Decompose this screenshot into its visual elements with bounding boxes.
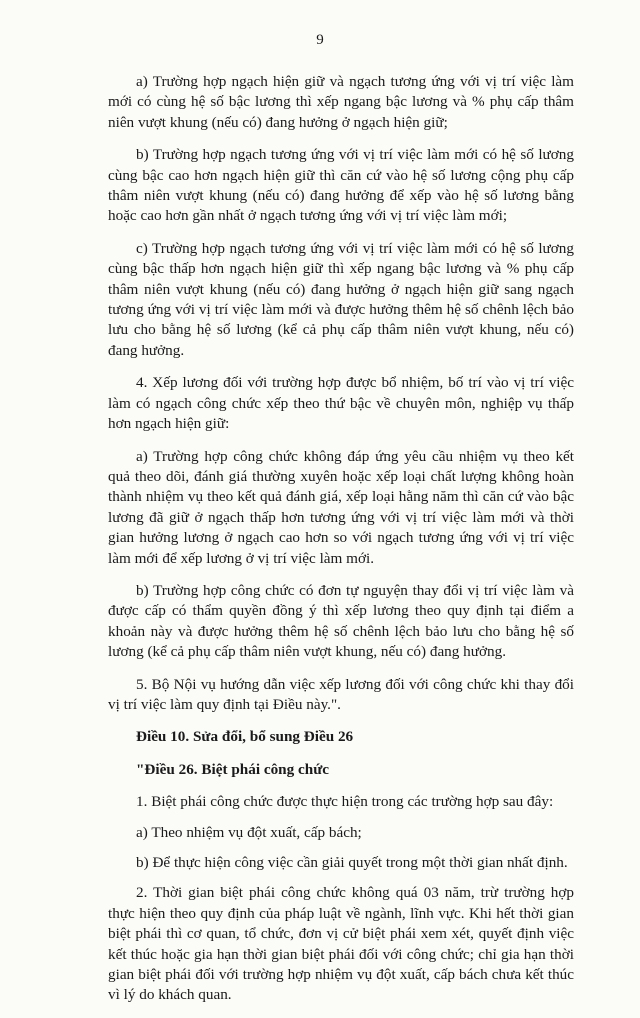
article-heading: "Điều 26. Biệt phái công chức — [136, 760, 330, 778]
paragraph: a) Theo nhiệm vụ đột xuất, cấp bách; — [136, 823, 362, 841]
paragraph: a) Trường hợp ngạch hiện giữ và ngạch tương ứng với vị trí việc làm mới có cùng hệ số bậc lương thì xếp ngang bậc lương và % phụ cấp thâm niên vượt khung (nếu có) đang hưởng ở ngạch hiện giữ; — [108, 73, 574, 131]
page-number: 9 — [316, 32, 324, 48]
paragraph: 1. Biệt phái công chức được thực hiện trong các trường hợp sau đây: — [136, 793, 554, 811]
paragraph: b) Để thực hiện công việc cần giải quyết trong một thời gian nhất định. — [136, 854, 568, 871]
paragraph: 4. Xếp lương đối với trường hợp được bổ nhiệm, bố trí vào vị trí việc làm có ngạch công chức xếp theo thứ bậc về chuyên môn, nghiệp vụ thấp hơn ngạch hiện giữ: — [108, 374, 574, 433]
paragraph: 5. Bộ Nội vụ hướng dẫn việc xếp lương đối với công chức khi thay đổi vị trí việc làm quy định tại Điều này.". — [108, 675, 574, 713]
document-body — [108, 72, 574, 1018]
paragraph: 2. Thời gian biệt phái công chức không quá 03 năm, trừ trường hợp thực hiện theo quy định của pháp luật về ngành, lĩnh vực. Khi hết thời gian biệt phái thì cơ quan, tổ chức, đơn vị cử biệt phái xem xét, quyết định việc kết thúc hoặc gia hạn thời gian biệt phái đối với công chức; chỉ gia hạn thời gian biệt phái đối với trường hợp nhiệm vụ đột xuất, cấp bách chưa kết thúc vì lý do khách quan. — [108, 884, 574, 1004]
paragraph: b) Trường hợp ngạch tương ứng với vị trí việc làm mới có hệ số lương cùng bậc cao hơn ngạch hiện giữ thì căn cứ vào hệ số lương cộng phụ cấp thâm niên vượt khung (nếu có) đang hưởng để xếp vào hệ số lương bằng hoặc cao hơn gần nhất ở ngạch tương ứng với vị trí việc làm mới; — [108, 146, 574, 225]
paragraph: c) Trường hợp ngạch tương ứng với vị trí việc làm mới có hệ số lương cùng bậc thấp hơn ngạch hiện giữ thì xếp ngang bậc lương và % phụ cấp thâm niên vượt khung (nếu có) đang hưởng ở ngạch hiện giữ sang ngạch tương ứng với vị trí việc làm mới và được hưởng thêm hệ số chênh lệch bảo lưu cho bằng hệ số lương (kể cả phụ cấp thâm niên vượt khung, nếu có) đang hưởng. — [108, 239, 574, 359]
paragraph: a) Trường hợp công chức không đáp ứng yêu cầu nhiệm vụ theo kết quả theo dõi, đánh giá thường xuyên hoặc xếp loại chất lượng không hoàn thành nhiệm vụ theo kết quả đánh giá, xếp loại hằng năm thì căn cứ vào bậc lương đã giữ ở ngạch thấp hơn tương ứng với vị trí việc làm mới và thời gian hưởng lương ở ngạch cao hơn so với ngạch tương ứng với vị trí việc làm mới để xếp lương ở vị trí việc làm mới. — [108, 447, 574, 567]
paragraph: b) Trường hợp công chức có đơn tự nguyện thay đổi vị trí việc làm và được cấp có thẩm quyền đồng ý thì xếp lương theo quy định tại điểm a khoản này và được hưởng thêm hệ số chênh lệch bảo lưu cho bằng hệ số lương (kể cả phụ cấp thâm niên vượt khung, nếu có) đang hưởng. — [108, 581, 574, 661]
article-heading: Điều 10. Sửa đổi, bổ sung Điều 26 — [136, 728, 354, 746]
